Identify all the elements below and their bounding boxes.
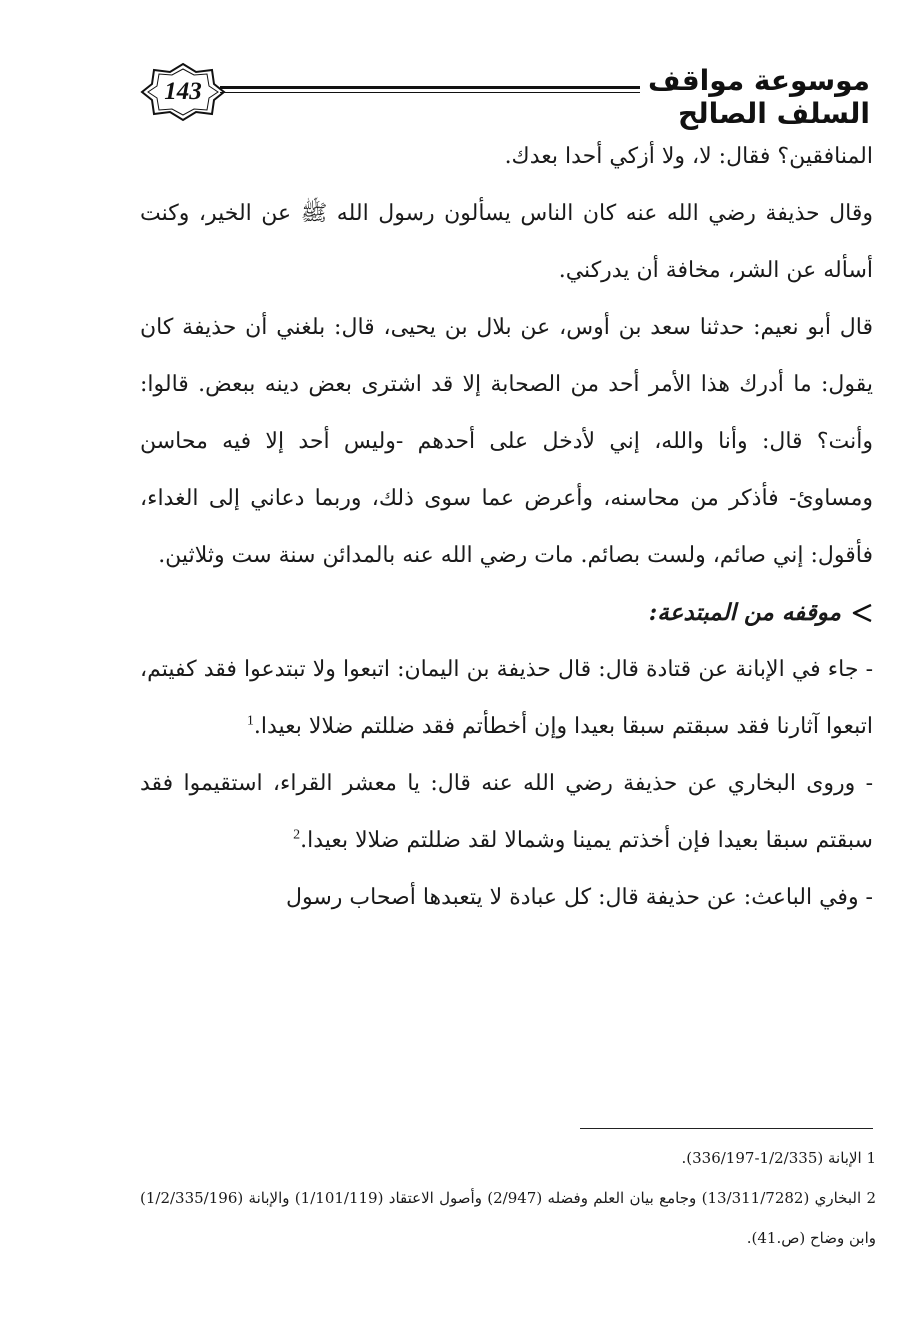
footnote-number: 1	[866, 1149, 876, 1167]
footnote-divider	[580, 1128, 873, 1129]
paragraph: المنافقين؟ فقال: لا، ولا أزكي أحدا بعدك.	[504, 144, 873, 169]
footnote-number: 2	[866, 1189, 877, 1207]
paragraph: قال أبو نعيم: حدثنا سعد بن أوس، عن بلال بن يحيى، قال: بلغني أن حذيفة كان يقول: ما أدرك هذا الأمر أحد من الصحابة إلا قد اشترى بعض دينه ببعض. قالوا: وأنت؟ قال: وأنا والله، إني لأدخل على أحدهم -وليس أحد إلا فيه محاسن ومساوئ- فأذكر من محاسنه، وأعرض عما سوى ذلك، وربما دعاني إلى الغداء، فأقول: إني صائم، ولست بصائم. مات رضي الله عنه بالمدائن سنة ست وثلاثين.	[140, 315, 873, 568]
footnote-text: البخاري (13/311/7282) وجامع بيان العلم وفضله (2/947) وأصول الاعتقاد (1/101/119) والإبانة (1/2/335/196) وابن وضاح (ص.41).	[140, 1189, 876, 1247]
footnotes	[140, 1138, 876, 1258]
page-number: 143	[164, 78, 202, 105]
footnote	[140, 1138, 876, 1178]
section-heading-text: موقفه من المبتدعة:	[648, 599, 841, 626]
section-heading	[140, 584, 873, 641]
page-number-badge	[140, 62, 226, 122]
paragraph-text: - جاء في الإبانة عن قتادة قال: قال حذيفة بن اليمان: اتبعوا ولا تبتدعوا فقد كفيتم، اتبعوا آثارنا فقد سبقتم سبقا بعيدا وإن أخطأتم فقد ضللتم ضلالا بعيدا.	[140, 657, 873, 739]
footnote	[140, 1178, 876, 1258]
header-rule	[220, 86, 640, 98]
page-header	[140, 62, 870, 130]
paragraph	[140, 641, 873, 755]
main-text	[140, 128, 873, 926]
footnote-ref: 2	[293, 827, 301, 843]
paragraph-text: - وروى البخاري عن حذيفة رضي الله عنه قال: يا معشر القراء، استقيموا فقد سبقتم سبقا بعيدا فإن أخذتم يمينا وشمالا لقد ضللتم ضلالا بعيدا.	[140, 771, 873, 853]
book-title: موسوعة مواقف السلف الصالح	[647, 64, 870, 130]
paragraph	[140, 755, 873, 869]
footnote-ref: 1	[246, 713, 254, 729]
paragraph: وقال حذيفة رضي الله عنه كان الناس يسألون رسول الله ﷺ عن الخير، وكنت أسأله عن الشر، مخافة أن يدركني.	[140, 201, 873, 283]
paragraph: - وفي الباعث: عن حذيفة قال: كل عبادة لا يتعبدها أصحاب رسول	[286, 885, 873, 910]
arrow-bullet-icon	[851, 603, 873, 623]
footnote-text: الإبانة (1/2/335-336/197).	[681, 1149, 862, 1167]
